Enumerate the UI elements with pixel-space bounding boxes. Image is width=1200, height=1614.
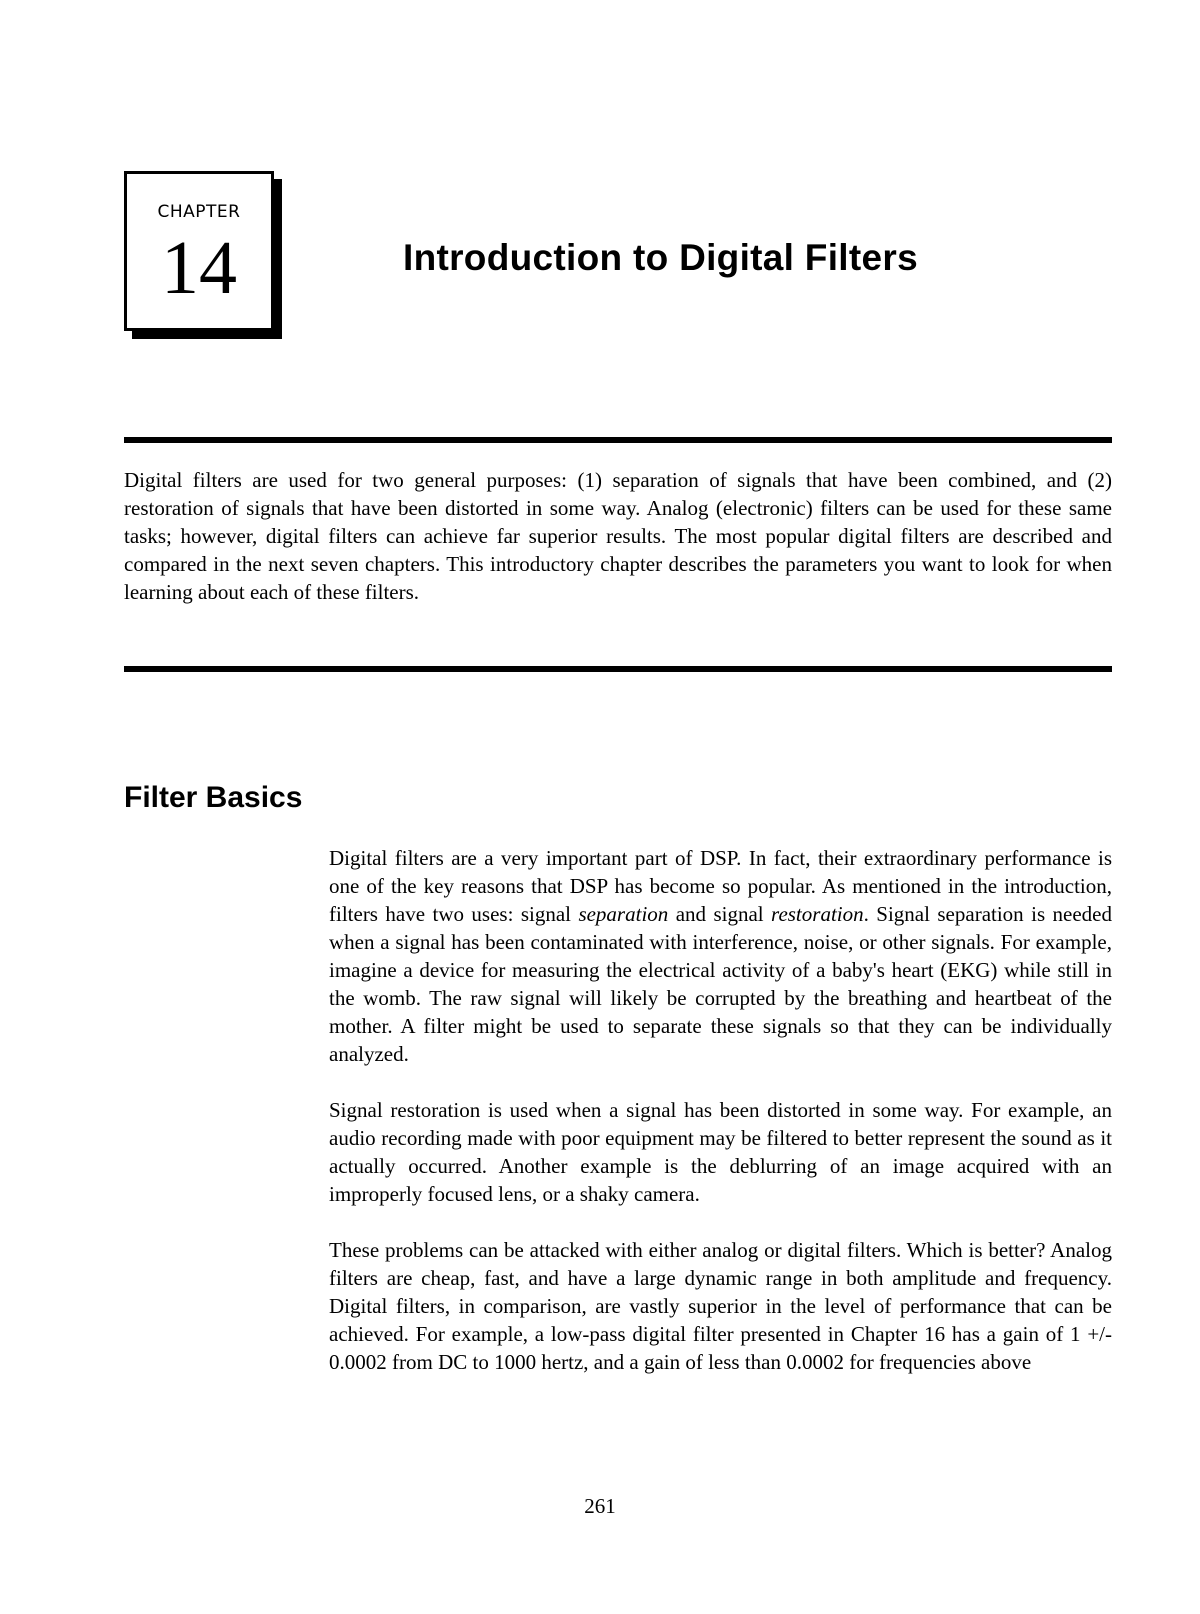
term-separation: separation <box>578 902 669 926</box>
chapter-title: Introduction to Digital Filters <box>403 236 918 278</box>
paragraph-2: Signal restoration is used when a signal has been distorted in some way. For example, an audio recording made with poor equipment may be filtered to better represent the sound as it actually occurred. Another example is the deblurring of an image acquired with an improperly focused lens, or a shaky camera. <box>329 1098 1112 1206</box>
paragraph-1-part-a: Digital filters are a very important part of DSP. In fact, their extraordinary performance is one of the key reasons that DSP has become so popular. As mentioned in the introduction, filters have two uses: signal <box>329 846 1112 926</box>
chapter-box <box>124 171 274 331</box>
section-heading: Filter Basics <box>124 781 303 814</box>
paragraph-1 <box>329 844 1112 1068</box>
chapter-number: 14 <box>161 226 237 310</box>
page-number: 261 <box>584 1494 616 1518</box>
paragraph-1-part-b: and signal <box>668 902 772 926</box>
section-body <box>329 844 1112 1404</box>
chapter-abstract: Digital filters are used for two general purposes: (1) separation of signals that have been combined, and (2) restoration of signals that have been distorted in some way. Analog (electronic) filters can be used for these same tasks; however, digital filters can achieve far superior results. The most popular digital filters are described and compared in the next seven chapters. This introductory chapter describes the parameters you want to look for when learning about each of these filters. <box>124 468 1112 604</box>
bottom-divider <box>124 666 1112 672</box>
term-restoration: restoration <box>771 902 864 926</box>
top-divider <box>124 437 1112 443</box>
paragraph-1-part-c: . Signal separation is needed when a signal has been contaminated with interference, noise, or other signals. For example, imagine a device for measuring the electrical activity of a baby's heart (EKG) while still in the womb. The raw signal will likely be corrupted by the breathing and heartbeat of the mother. A filter might be used to separate these signals so that they can be individually analyzed. <box>329 902 1113 1066</box>
paragraph-3: These problems can be attacked with either analog or digital filters. Which is better? Analog filters are cheap, fast, and have a large dynamic range in both amplitude and frequency. Digital filters, in comparison, are vastly superior in the level of performance that can be achieved. For example, a low-pass digital filter presented in Chapter 16 has a gain of 1 +/- 0.0002 from DC to 1000 hertz, and a gain of less than 0.0002 for frequencies above <box>329 1238 1112 1374</box>
chapter-label: CHAPTER <box>157 202 241 222</box>
